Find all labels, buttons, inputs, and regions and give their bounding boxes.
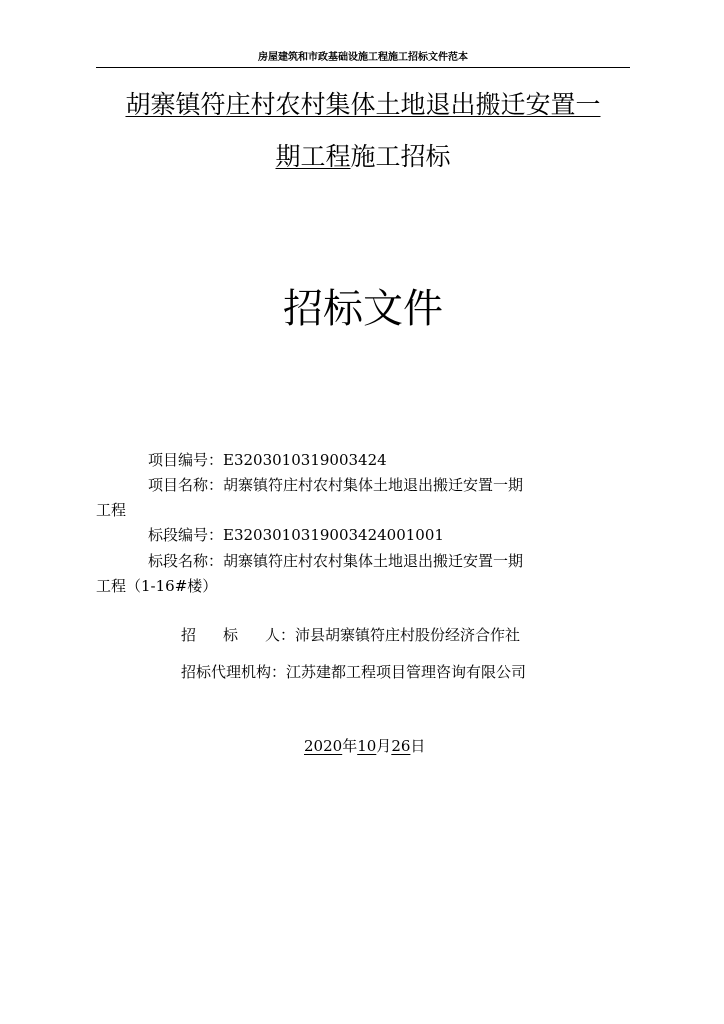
tenderer-row [181,623,520,648]
section-name-value-1: 胡寨镇符庄村农村集体土地退出搬迁安置一期 [223,552,524,570]
tenderer-value: 沛县胡寨镇符庄村股份经济合作社 [295,626,521,644]
tenderer-label-3: 人： [265,626,296,644]
project-title-line-1: 胡寨镇符庄村农村集体土地退出搬迁安置一 [125,90,601,119]
section-name-value-2: 工程（1-16#楼） [96,577,218,595]
section-number-row [96,523,682,548]
date-day: 26 [391,737,411,755]
section-number-value: E3203010319003424001001 [223,526,444,544]
date-month-suffix: 月 [376,737,392,755]
project-name-value-2: 工程 [96,501,127,519]
agent-value: 江苏建都工程项目管理咨询有限公司 [286,663,527,681]
agent-label: 招标代理机构： [181,663,287,681]
project-name-row-cont [96,498,630,523]
project-title-line-2 [96,140,630,174]
project-title-rest: 施工招标 [350,142,451,171]
date-month: 10 [357,737,377,755]
project-name-value-1: 胡寨镇符庄村农村集体土地退出搬迁安置一期 [223,476,524,494]
date-year-suffix: 年 [342,737,358,755]
tenderer-label-1: 招 [181,626,197,644]
running-header: 房屋建筑和市政基础设施工程施工招标文件范本 [258,52,468,63]
issue-date [287,734,425,759]
date-day-suffix: 日 [410,737,426,755]
project-title-underlined-part: 期工程 [275,142,351,171]
section-name-row-cont [96,574,630,599]
project-number-value: E3203010319003424 [223,451,387,469]
section-name-row [96,549,682,574]
section-number-label: 标段编号： [148,526,224,544]
project-name-row [96,473,682,498]
section-name-label: 标段名称： [148,552,224,570]
header-rule [96,67,630,68]
document-title: 招标文件 [283,286,443,332]
project-number-label: 项目编号： [148,451,224,469]
tenderer-label-2: 标 [223,626,239,644]
project-number-row [96,448,682,473]
date-year: 2020 [304,737,343,755]
date-year-field [287,737,342,755]
project-name-label: 项目名称： [148,476,224,494]
agent-row [181,660,526,685]
